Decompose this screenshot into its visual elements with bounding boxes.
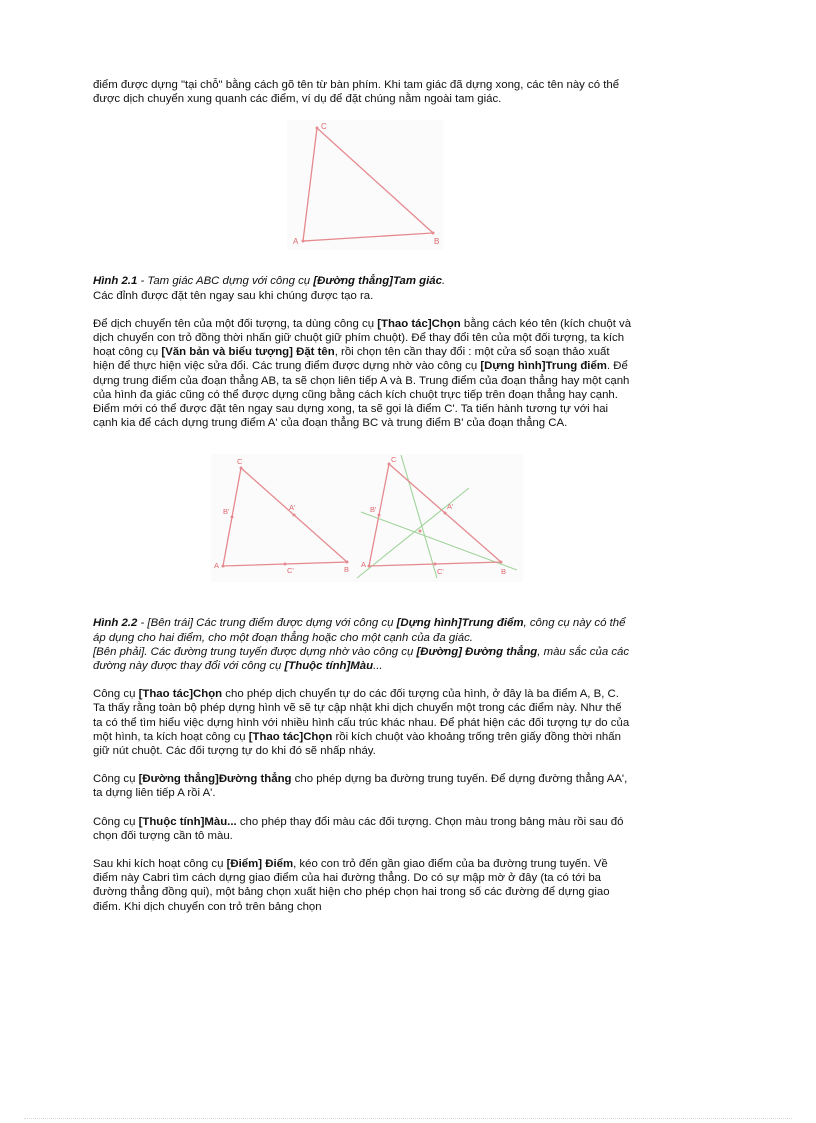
left-label-a-prime: A' [289, 503, 296, 513]
tool-label: [Văn bản và biểu tượng] Đặt tên [161, 346, 335, 359]
right-midpoint-c-prime [434, 563, 437, 566]
left-label-c-prime: C' [287, 566, 294, 576]
tool-midpoint: [Dựng hình]Trung điểm [480, 360, 607, 373]
left-label-b: B [344, 565, 350, 575]
left-midpoint-a-prime [293, 514, 296, 517]
left-vertex-b [346, 561, 349, 564]
page-bottom-rule [24, 1118, 792, 1119]
vertex-a [302, 240, 305, 243]
figure2-caption: Hình 2.2 - [Bên trái] Các trung điểm được dựng với công cụ [Dựng hình]Trung điểm, công cụ này có thể áp dụng cho hai điểm, cho một đoạn thẳng hoặc cho một cạnh của đa giác. [93, 617, 626, 644]
left-label-b-prime: B' [223, 507, 230, 517]
midpoints-medians-diagram [211, 454, 523, 582]
caption-tool: [Đường thẳng]Tam giác [313, 275, 442, 288]
left-vertex-c [240, 467, 243, 470]
left-label-a: A [214, 561, 220, 571]
left-vertex-a [222, 565, 225, 568]
left-label-c: C [237, 457, 243, 467]
caption-number: Hình 2.2 [93, 617, 138, 630]
right-label-c-prime: C' [437, 567, 444, 577]
vertex-b [432, 232, 435, 235]
right-label-c: C [391, 455, 397, 465]
right-midpoint-a-prime [444, 512, 447, 515]
paragraph-point-tool: Sau khi kích hoạt công cụ [Điểm] Điểm, kéo con trỏ đến gần giao điểm của ba đường trung tuyến. Về điểm này Cabri tìm cách dựng giao điểm của hai đường thẳng. Do có sự mập mờ ở đây (ta có tới ba đường thẳng đồng qui), một bảng chọn xuất hiện cho phép chọn hai trong số các đường để dựng giao điểm. Khi dịch chuyển con trỏ trên bảng chọn [93, 858, 610, 913]
right-label-a-prime: A' [447, 502, 454, 512]
label-b: B [434, 237, 440, 247]
paragraph-color-tool: Công cụ [Thuộc tính]Màu... cho phép thay đổi màu các đối tượng. Chọn màu trong bảng màu rồi sau đó chọn đối tượng cần tô màu. [93, 815, 624, 842]
vertex-c [316, 127, 319, 130]
figure2-caption-right: [Bên phải]. Các đường trung tuyến được dựng nhờ vào công cụ [Đường] Đường thẳng, màu sắc của các đường này được thay đổi với công cụ [Thuộc tính]Màu... [93, 645, 630, 673]
right-label-b: B [501, 567, 507, 577]
paragraph-move-labels: Để dịch chuyển tên của một đối tượng, ta dùng công cụ [Thao tác]Chọn bằng cách kéo tên (kích chuột và dịch chuyển con trỏ đồng thời nhấn giữ chuột giữ phím chuột). Để thay đổi tên của một đối tượng, ta kích hoạt công cụ [Văn bản và biểu tượng] Đặt tên, rồi chọn tên cần thay đổi : một cửa sổ soạn thảo xuất hiện để thực hiện việc sửa đổi. Các trung điểm được dựng nhờ vào công cụ [Dựng hình]Trung điểm. Để dựng trung điểm của đoạn thẳng AB, ta sẽ chọn liên tiếp A và B. Trung điểm của đoạn thẳng hay một cạnh của hình đa giác cũng có thể được dựng cũng bằng cách kích chuột trực tiếp trên đoạn thẳng hay cạnh. Điểm mới có thể được đặt tên ngay sau dựng xong, ta sẽ gọi là điểm C'. Ta tiến hành tương tự với hai cạnh kia để cách dựng trung điểm A' của đoạn thẳng BC và trung điểm B' của đoạn thẳng CA. [93, 317, 632, 430]
figure-midpoints-medians [211, 454, 523, 582]
right-midpoint-b-prime [378, 514, 381, 517]
figure-triangle-abc [287, 120, 443, 250]
label-a: A [293, 237, 299, 247]
centroid [419, 530, 422, 533]
triangle-abc-diagram [287, 120, 443, 250]
caption-number: Hình 2.1 [93, 275, 138, 288]
right-label-b-prime: B' [370, 505, 377, 515]
label-c: C [321, 122, 327, 132]
right-vertex-a [368, 565, 371, 568]
figure1-caption-line2: Các đỉnh được đặt tên ngay sau khi chúng được tạo ra. [93, 289, 374, 302]
document-page [93, 78, 633, 914]
figure1-caption: Hình 2.1 - Tam giác ABC dựng với công cụ [Đường thẳng]Tam giác. [93, 275, 446, 288]
left-midpoint-b-prime [231, 516, 234, 519]
tool-select: [Thao tác]Chọn [377, 317, 461, 330]
right-vertex-b [500, 561, 503, 564]
right-label-a: A [361, 560, 367, 570]
intro-paragraph: điểm được dựng "tại chỗ" bằng cách gõ tên từ bàn phím. Khi tam giác đã dựng xong, các tên này có thể được dịch chuyển xung quanh các điểm, ví dụ để đặt chúng nằm ngoài tam giác. [93, 79, 620, 106]
paragraph-select-tool: Công cụ [Thao tác]Chọn cho phép dịch chuyển tự do các đối tượng của hình, ở đây là ba điểm A, B, C. Ta thấy rằng toàn bộ phép dựng hình vẽ sẽ tự cập nhật khi dịch chuyển một trong các điểm này. Như thế ta có thể tìm hiểu việc dựng hình với nhiều hình cấu trúc khác nhau. Để phát hiện các đối tượng tự do của một hình, ta kích hoạt công cụ [Thao tác]Chọn rồi kích chuột vào khoảng trống trên giấy đồng thời nhấn giữ nút chuột. Các đối tượng tự do khi đó sẽ nhấp nháy. [93, 688, 630, 758]
paragraph-line-tool: Công cụ [Đường thẳng]Đường thẳng cho phép dựng ba đường trung tuyến. Để dựng đường thẳng AA', ta dựng liên tiếp A rồi A'. [93, 773, 628, 800]
